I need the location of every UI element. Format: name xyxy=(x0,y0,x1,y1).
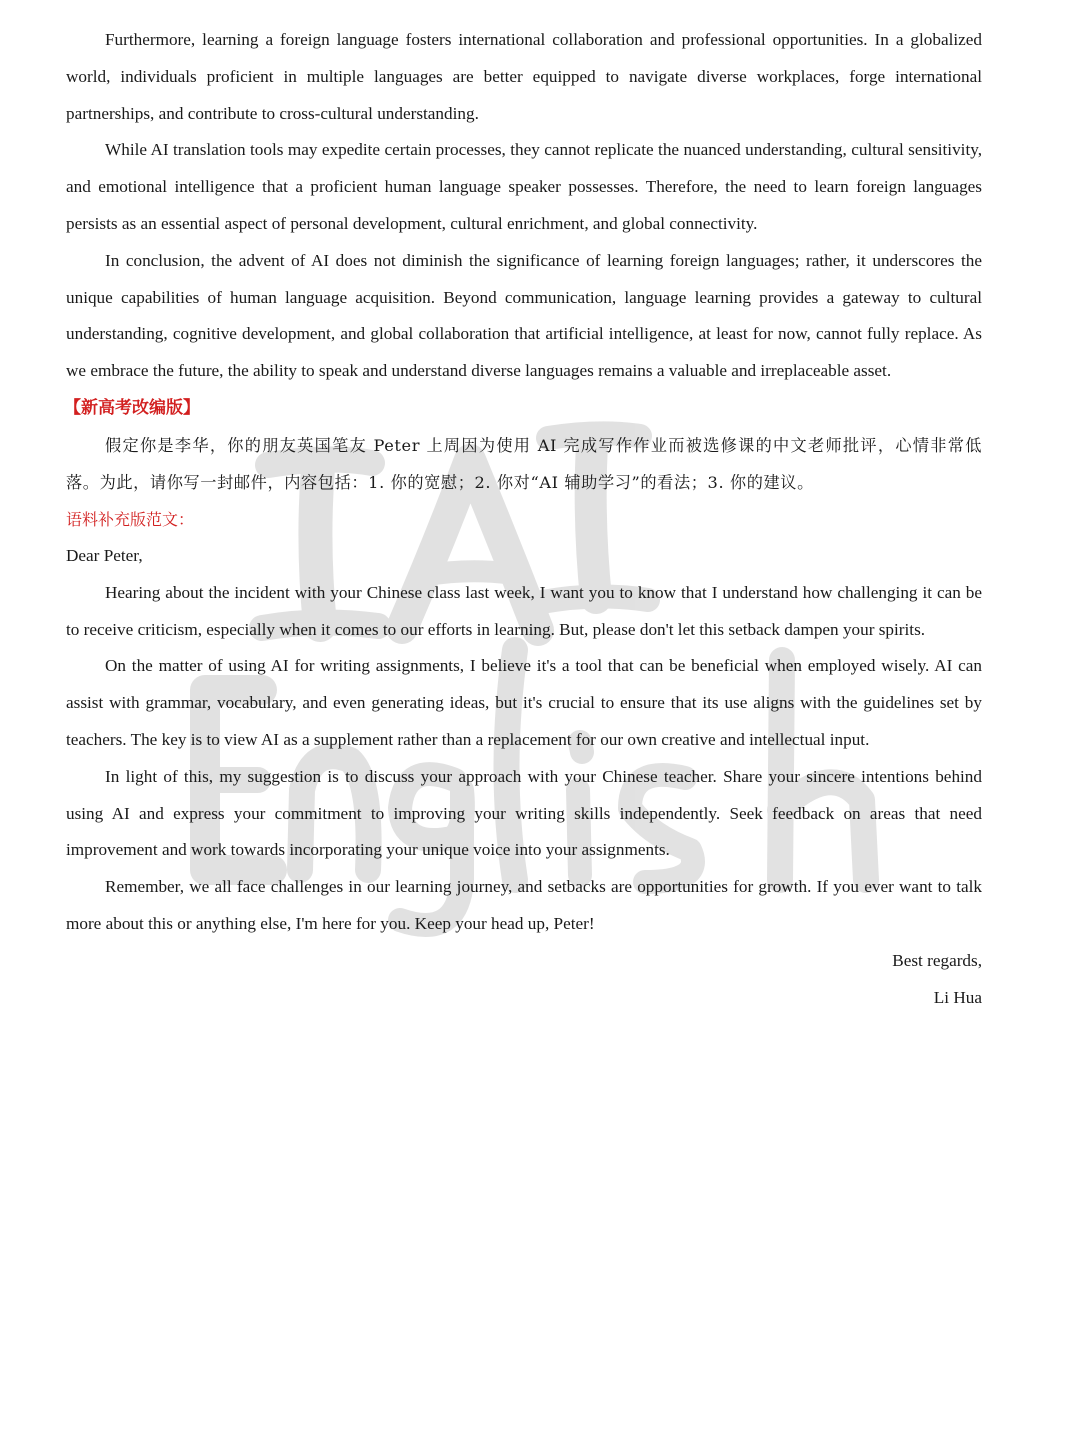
section-heading: 【新高考改编版】 xyxy=(64,397,200,418)
letter-greeting: Dear Peter, xyxy=(66,545,143,565)
letter-paragraph-4: Remember, we all face challenges in our learning journey, and setbacks are opportunities for growth. If you ever want to talk more about this or anything else, I'm here for you. Keep your head up, Peter! xyxy=(66,877,982,933)
letter-paragraph-2: On the matter of using AI for writing assignments, I believe it's a tool that can be beneficial when employed wisely. AI can assist with grammar, vocabulary, and even generating ideas, but it's crucial to ensure that its use aligns with the guidelines set by teachers. The key is to view AI as a supplement rather than a replacement for our own creative and intellectual input. xyxy=(66,656,982,749)
letter-signature: Li Hua xyxy=(933,987,982,1007)
article-paragraph-2: While AI translation tools may expedite certain processes, they cannot replicate the nuanced understanding, cultural sensitivity, and emotional intelligence that a proficient human language speaker possesses. Therefore, the need to learn foreign languages persists as an essential aspect of personal development, cultural enrichment, and global connectivity. xyxy=(66,140,982,233)
sample-essay-label: 语料补充版范文： xyxy=(66,509,195,529)
article-paragraph-3: In conclusion, the advent of AI does not diminish the significance of learning foreign languages; rather, it underscores the unique capabilities of human language acquisition. Beyond communication, language learning provides a gateway to cultural understanding, cognitive development, and global collaboration that artificial intelligence, at least for now, cannot fully replace. As we embrace the future, the ability to speak and understand diverse languages remains a valuable and irreplaceable asset. xyxy=(66,250,982,381)
letter-paragraph-1: Hearing about the incident with your Chinese class last week, I want you to know that I understand how challenging it can be to receive criticism, especially when it comes to our efforts in learning. But, please don't let this setback dampen your spirits. xyxy=(66,582,982,639)
document-page xyxy=(66,22,982,1016)
letter-closing: Best regards, xyxy=(892,950,982,970)
article-paragraph-1: Furthermore, learning a foreign language fosters international collaboration and professional opportunities. In a globalized world, individuals proficient in multiple languages are better equipped to navigate diverse workplaces, forge international partnerships, and contribute to cross-cultural understanding. xyxy=(66,30,982,123)
writing-prompt: 假定你是李华，你的朋友英国笔友 Peter 上周因为使用 AI 完成写作作业而被选修课的中文老师批评，心情非常低落。为此，请你写一封邮件，内容包括：1. 你的宽慰；2. 你对“AI 辅助学习”的看法；3. 你的建议。 xyxy=(66,435,982,492)
letter-paragraph-3: In light of this, my suggestion is to discuss your approach with your Chinese teacher. Share your sincere intentions behind using AI and express your commitment to improving your writing skills independently. Seek feedback on areas that need improvement and work towards incorporating your unique voice into your assignments. xyxy=(66,766,982,860)
